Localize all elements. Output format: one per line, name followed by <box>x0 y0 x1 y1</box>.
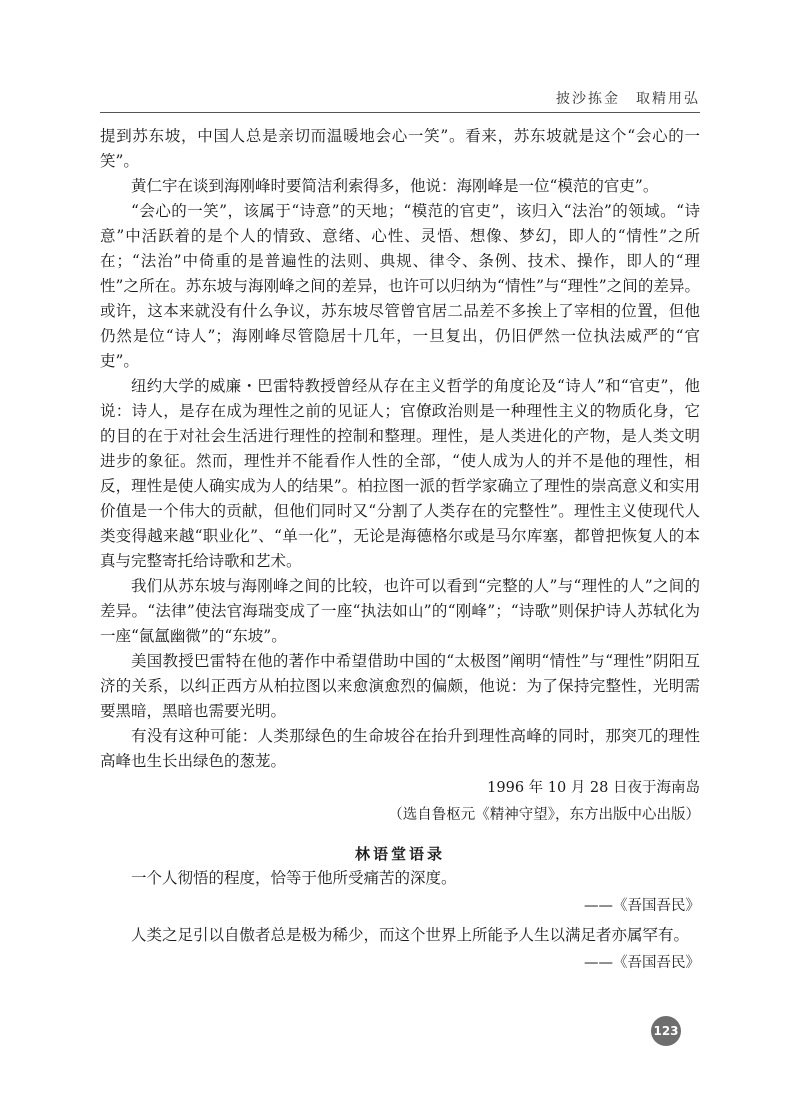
paragraph-2: 黄仁宇在谈到海刚峰时要简洁利索得多，他说：海刚峰是一位“模范的官吏”。 <box>131 177 659 195</box>
paragraph-3: “会心的一笑”，该属于“诗意”的天地；“模范的官吏”，该归入“法治”的领域。“诗意”中活跃着的是个人的情致、意绪、心性、灵悟、想像、梦幻，即人的“情性”之所在；“法治”中倚重的是普遍性的法则、典规、律令、条例、技术、操作，即人的“理性”之所在。苏东坡与海刚峰之间的差异，也许可以归纳为“情性”与“理性”之间的差异。或许，这本来就没有什么争议，苏东坡尽管曾官居二品差不多挨上了宰相的位置，但他仍然是位“诗人”；海刚峰尽管隐居十几年，一旦复出，仍旧俨然一位执法威严的“官吏”。 <box>100 202 700 370</box>
signoff-source: （选自鲁枢元《精神守望》，东方出版中心出版） <box>388 807 700 823</box>
quote-2-text: 人类之足引以自傲者总是极为稀少，而这个世界上所能予人生以满足者亦属罕有。 <box>131 926 690 944</box>
paragraph-5: 我们从苏东坡与海刚峰之间的比较，也许可以看到“完整的人”与“理性的人”之间的差异。“法律”使法官海瑞变成了一座“执法如山”的“刚峰”；“诗歌”则保护诗人苏轼化为一座“氤氲幽微”的“东坡”。 <box>100 577 700 645</box>
running-header: 披沙拣金 取精用弘 <box>556 91 700 107</box>
paragraph-6: 美国教授巴雷特在他的著作中希望借助中国的“太极图”阐明“情性”与“理性”阴阳互济的关系，以纠正西方从柏拉图以来愈演愈烈的偏颇，他说：为了保持完整性，光明需要黑暗，黑暗也需要光明。 <box>100 652 700 720</box>
paragraph-4: 纽约大学的威廉・巴雷特教授曾经从存在主义哲学的角度论及“诗人”和“官吏”，他说：诗人，是存在成为理性之前的见证人；官僚政治则是一种理性主义的物质化身，它的目的在于对社会生活进行理性的控制和整理。理性，是人类进化的产物，是人类文明进步的象征。然而，理性并不能看作人性的全部，“使人成为人的并不是他的理性，相反，理性是使人确实成为人的结果”。柏拉图一派的哲学家确立了理性的崇高意义和实用价值是一个伟大的贡献，但他们同时又“分割了人类存在的完整性”。理性主义使现代人类变得越来越“职业化”、“单一化”，无论是海德格尔或是马尔库塞，都曾把恢复人的本真与完整寄托给诗歌和艺术。 <box>100 377 700 570</box>
quote-2-source: ——《吾国吾民》 <box>584 955 700 971</box>
quote-1-text: 一个人彻悟的程度，恰等于他所受痛苦的深度。 <box>131 869 457 887</box>
paragraph-7: 有没有这种可能：人类那绿色的生命坡谷在抬升到理性高峰的同时，那突兀的理性高峰也生长出绿色的葱茏。 <box>100 727 700 770</box>
page-number-badge: 123 <box>651 1016 681 1046</box>
header-divider <box>100 112 700 113</box>
signoff-date-place: 1996 年 10 月 28 日夜于海南岛 <box>487 780 700 796</box>
quotes-section-title: 林语堂语录 <box>354 845 445 863</box>
page-body <box>100 124 700 980</box>
paragraph-1: 提到苏东坡，中国人总是亲切而温暖地会心一笑”。看来，苏东坡就是这个“会心的一笑”。 <box>100 127 700 170</box>
quote-1-source: ——《吾国吾民》 <box>584 898 700 914</box>
